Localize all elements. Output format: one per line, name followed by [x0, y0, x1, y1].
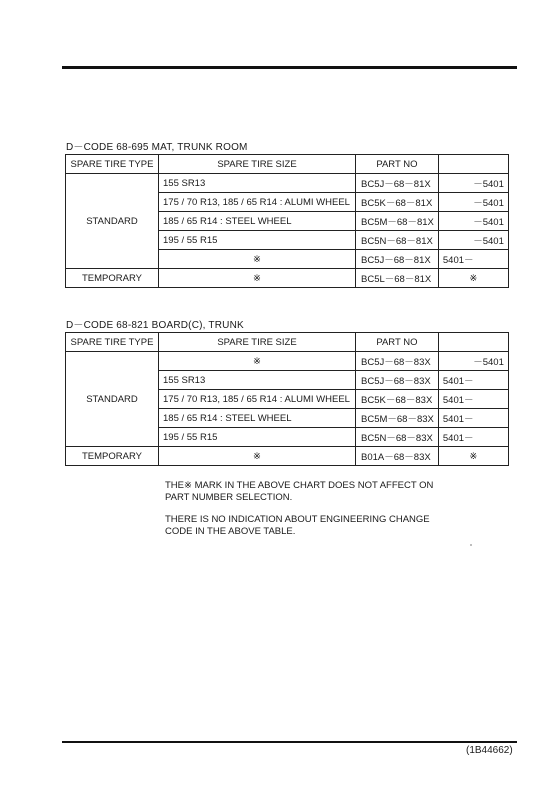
- size-cell: 195 / 55 R15: [159, 231, 356, 250]
- header-part-no: PART NO: [356, 333, 439, 352]
- code-cell: 5401－: [438, 409, 508, 428]
- size-cell: ※: [159, 447, 356, 466]
- table-header-row: [66, 155, 509, 174]
- part-no-cell: BC5J－68－81X: [356, 250, 439, 269]
- header-code: [438, 155, 508, 174]
- note-line: PART NUMBER SELECTION.: [165, 492, 293, 503]
- size-cell: ※: [159, 352, 356, 371]
- table2: [65, 332, 509, 466]
- top-rule: [62, 66, 517, 69]
- note-engineering-change: [165, 514, 430, 538]
- note-line: CODE IN THE ABOVE TABLE.: [165, 526, 296, 537]
- part-no-cell: BC5N－68－83X: [356, 428, 439, 447]
- note-line: THE※ MARK IN THE ABOVE CHART DOES NOT AFFECT ON: [165, 480, 434, 491]
- code-cell: 5401－: [438, 371, 508, 390]
- size-cell: ※: [159, 250, 356, 269]
- type-temporary: TEMPORARY: [66, 269, 159, 288]
- code-cell: －5401: [438, 174, 508, 193]
- code-cell: －5401: [438, 231, 508, 250]
- header-spare-tire-type: SPARE TIRE TYPE: [66, 155, 159, 174]
- size-cell: 155 SR13: [159, 174, 356, 193]
- table-row: [66, 352, 509, 371]
- code-cell: 5401－: [438, 428, 508, 447]
- code-cell: 5401－: [438, 250, 508, 269]
- size-cell: ※: [159, 269, 356, 288]
- size-cell: 185 / 65 R14 : STEEL WHEEL: [159, 212, 356, 231]
- part-no-cell: BC5J－68－81X: [356, 174, 439, 193]
- header-spare-tire-size: SPARE TIRE SIZE: [159, 155, 356, 174]
- size-cell: 185 / 65 R14 : STEEL WHEEL: [159, 409, 356, 428]
- bottom-rule: [62, 741, 517, 743]
- document-id: (1B44662): [466, 745, 513, 756]
- code-cell: －5401: [438, 193, 508, 212]
- code-cell: ※: [438, 447, 508, 466]
- table1: [65, 154, 509, 288]
- header-spare-tire-size: SPARE TIRE SIZE: [159, 333, 356, 352]
- code-cell: ※: [438, 269, 508, 288]
- scan-speck: [470, 544, 472, 546]
- part-no-cell: BC5K－68－83X: [356, 390, 439, 409]
- type-temporary: TEMPORARY: [66, 447, 159, 466]
- table-row: [66, 269, 509, 288]
- code-cell: －5401: [438, 352, 508, 371]
- size-cell: 175 / 70 R13, 185 / 65 R14 : ALUMI WHEEL: [159, 193, 356, 212]
- header-spare-tire-type: SPARE TIRE TYPE: [66, 333, 159, 352]
- table2-caption: D－CODE 68-821 BOARD(C), TRUNK: [66, 320, 244, 331]
- part-no-cell: BC5J－68－83X: [356, 371, 439, 390]
- part-no-cell: BC5M－68－81X: [356, 212, 439, 231]
- part-no-cell: B01A－68－83X: [356, 447, 439, 466]
- size-cell: 175 / 70 R13, 185 / 65 R14 : ALUMI WHEEL: [159, 390, 356, 409]
- part-no-cell: BC5L－68－81X: [356, 269, 439, 288]
- note-line: THERE IS NO INDICATION ABOUT ENGINEERING CHANGE: [165, 514, 430, 525]
- size-cell: 155 SR13: [159, 371, 356, 390]
- part-no-cell: BC5K－68－81X: [356, 193, 439, 212]
- note-mark: [165, 480, 433, 504]
- type-standard: STANDARD: [66, 174, 159, 269]
- part-no-cell: BC5M－68－83X: [356, 409, 439, 428]
- table-row: [66, 447, 509, 466]
- type-standard: STANDARD: [66, 352, 159, 447]
- table1-caption: D－CODE 68-695 MAT, TRUNK ROOM: [66, 142, 248, 153]
- code-cell: 5401－: [438, 390, 508, 409]
- code-cell: －5401: [438, 212, 508, 231]
- size-cell: 195 / 55 R15: [159, 428, 356, 447]
- part-no-cell: BC5N－68－81X: [356, 231, 439, 250]
- header-part-no: PART NO: [356, 155, 439, 174]
- table-header-row: [66, 333, 509, 352]
- header-code: [438, 333, 508, 352]
- table-row: [66, 174, 509, 193]
- part-no-cell: BC5J－68－83X: [356, 352, 439, 371]
